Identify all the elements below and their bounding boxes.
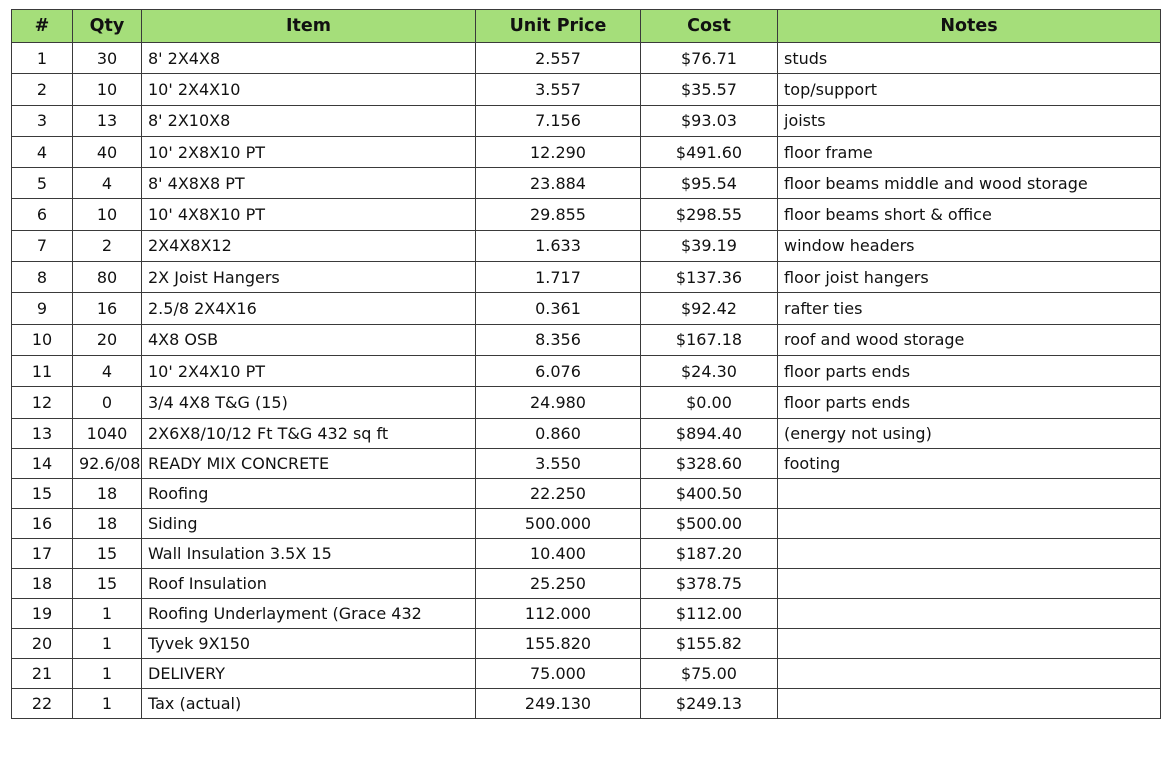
cell-cost: $0.00 [641, 387, 778, 418]
table-body [12, 43, 1161, 719]
cell-notes: top/support [778, 74, 1161, 105]
cell-number: 8 [12, 262, 73, 293]
cell-qty: 92.6/08 [73, 448, 142, 478]
cell-number: 6 [12, 199, 73, 230]
cell-item: Roofing Underlayment (Grace 432 [142, 598, 476, 628]
table-row [12, 418, 1161, 448]
cell-item: 10' 2X8X10 PT [142, 136, 476, 167]
cell-number: 4 [12, 136, 73, 167]
cell-unit-price: 1.633 [476, 230, 641, 261]
cell-item: 8' 4X8X8 PT [142, 168, 476, 199]
cell-qty: 15 [73, 538, 142, 568]
table-row [12, 262, 1161, 293]
cell-unit-price: 155.820 [476, 628, 641, 658]
cell-cost: $298.55 [641, 199, 778, 230]
cell-notes: studs [778, 43, 1161, 74]
cell-cost: $35.57 [641, 74, 778, 105]
cell-notes [778, 538, 1161, 568]
header-notes: Notes [778, 10, 1161, 43]
cell-item: 2.5/8 2X4X16 [142, 293, 476, 324]
cell-cost: $491.60 [641, 136, 778, 167]
cell-notes: roof and wood storage [778, 324, 1161, 355]
cell-number: 21 [12, 658, 73, 688]
table-row [12, 105, 1161, 136]
cell-number: 22 [12, 688, 73, 718]
cell-unit-price: 249.130 [476, 688, 641, 718]
table-row [12, 508, 1161, 538]
cell-cost: $249.13 [641, 688, 778, 718]
table-row [12, 230, 1161, 261]
cell-number: 1 [12, 43, 73, 74]
cell-number: 18 [12, 568, 73, 598]
cell-number: 9 [12, 293, 73, 324]
cell-unit-price: 22.250 [476, 478, 641, 508]
cell-item: 10' 2X4X10 [142, 74, 476, 105]
cell-qty: 1 [73, 598, 142, 628]
cell-qty: 10 [73, 74, 142, 105]
cell-item: 4X8 OSB [142, 324, 476, 355]
cell-notes: floor parts ends [778, 387, 1161, 418]
cell-cost: $155.82 [641, 628, 778, 658]
cell-unit-price: 3.557 [476, 74, 641, 105]
cell-notes: floor beams middle and wood storage [778, 168, 1161, 199]
table-row [12, 478, 1161, 508]
cell-item: 3/4 4X8 T&G (15) [142, 387, 476, 418]
cell-unit-price: 25.250 [476, 568, 641, 598]
table-row [12, 688, 1161, 718]
cell-item: 10' 2X4X10 PT [142, 355, 476, 386]
table-row [12, 598, 1161, 628]
cell-number: 17 [12, 538, 73, 568]
cell-number: 14 [12, 448, 73, 478]
table-row [12, 658, 1161, 688]
cell-unit-price: 10.400 [476, 538, 641, 568]
table-row [12, 168, 1161, 199]
cell-notes [778, 658, 1161, 688]
cell-item: 2X Joist Hangers [142, 262, 476, 293]
cell-cost: $378.75 [641, 568, 778, 598]
cell-number: 7 [12, 230, 73, 261]
cell-unit-price: 500.000 [476, 508, 641, 538]
cell-number: 16 [12, 508, 73, 538]
cell-item: Wall Insulation 3.5X 15 [142, 538, 476, 568]
cell-notes: footing [778, 448, 1161, 478]
cell-item: Siding [142, 508, 476, 538]
cell-qty: 40 [73, 136, 142, 167]
table-row [12, 628, 1161, 658]
header-qty: Qty [73, 10, 142, 43]
cell-unit-price: 6.076 [476, 355, 641, 386]
cell-qty: 18 [73, 508, 142, 538]
cell-unit-price: 0.860 [476, 418, 641, 448]
cell-notes: rafter ties [778, 293, 1161, 324]
cell-notes [778, 508, 1161, 538]
cell-cost: $95.54 [641, 168, 778, 199]
cell-cost: $75.00 [641, 658, 778, 688]
cell-unit-price: 23.884 [476, 168, 641, 199]
table-row [12, 136, 1161, 167]
cell-unit-price: 8.356 [476, 324, 641, 355]
cell-cost: $187.20 [641, 538, 778, 568]
cell-qty: 16 [73, 293, 142, 324]
cell-number: 11 [12, 355, 73, 386]
header-item: Item [142, 10, 476, 43]
table-row [12, 324, 1161, 355]
table-row [12, 568, 1161, 598]
table-row [12, 387, 1161, 418]
cell-number: 12 [12, 387, 73, 418]
table-row [12, 355, 1161, 386]
header-row [12, 10, 1161, 43]
cell-qty: 1 [73, 688, 142, 718]
cell-qty: 1 [73, 658, 142, 688]
header-cost: Cost [641, 10, 778, 43]
cell-notes: floor joist hangers [778, 262, 1161, 293]
cell-item: 10' 4X8X10 PT [142, 199, 476, 230]
cell-qty: 4 [73, 168, 142, 199]
cell-item: Tyvek 9X150 [142, 628, 476, 658]
cell-item: Tax (actual) [142, 688, 476, 718]
cell-notes: joists [778, 105, 1161, 136]
header-unit-price: Unit Price [476, 10, 641, 43]
cell-unit-price: 7.156 [476, 105, 641, 136]
cell-unit-price: 75.000 [476, 658, 641, 688]
cell-unit-price: 29.855 [476, 199, 641, 230]
cell-notes [778, 478, 1161, 508]
cell-qty: 20 [73, 324, 142, 355]
cell-unit-price: 12.290 [476, 136, 641, 167]
cell-cost: $328.60 [641, 448, 778, 478]
cell-unit-price: 0.361 [476, 293, 641, 324]
cell-item: 2X4X8X12 [142, 230, 476, 261]
cell-cost: $894.40 [641, 418, 778, 448]
cell-unit-price: 24.980 [476, 387, 641, 418]
cell-notes [778, 598, 1161, 628]
cell-notes [778, 628, 1161, 658]
cell-qty: 0 [73, 387, 142, 418]
cell-cost: $76.71 [641, 43, 778, 74]
cell-item: 8' 2X10X8 [142, 105, 476, 136]
cell-qty: 1040 [73, 418, 142, 448]
cell-notes [778, 688, 1161, 718]
table-row [12, 538, 1161, 568]
cell-unit-price: 3.550 [476, 448, 641, 478]
cell-cost: $92.42 [641, 293, 778, 324]
cell-qty: 10 [73, 199, 142, 230]
cell-qty: 4 [73, 355, 142, 386]
cell-item: DELIVERY [142, 658, 476, 688]
cell-cost: $93.03 [641, 105, 778, 136]
cell-qty: 30 [73, 43, 142, 74]
cell-cost: $500.00 [641, 508, 778, 538]
cell-notes: (energy not using) [778, 418, 1161, 448]
cell-number: 13 [12, 418, 73, 448]
cell-notes: floor parts ends [778, 355, 1161, 386]
cell-cost: $137.36 [641, 262, 778, 293]
cell-number: 19 [12, 598, 73, 628]
cell-item: 2X6X8/10/12 Ft T&G 432 sq ft [142, 418, 476, 448]
cell-notes [778, 568, 1161, 598]
cell-qty: 15 [73, 568, 142, 598]
cell-notes: floor frame [778, 136, 1161, 167]
cell-unit-price: 2.557 [476, 43, 641, 74]
table-row [12, 199, 1161, 230]
cell-cost: $400.50 [641, 478, 778, 508]
table-row [12, 448, 1161, 478]
cell-cost: $24.30 [641, 355, 778, 386]
cell-item: READY MIX CONCRETE [142, 448, 476, 478]
cell-unit-price: 112.000 [476, 598, 641, 628]
table-row [12, 74, 1161, 105]
cell-number: 2 [12, 74, 73, 105]
cell-unit-price: 1.717 [476, 262, 641, 293]
cell-number: 20 [12, 628, 73, 658]
cell-number: 15 [12, 478, 73, 508]
table-row [12, 43, 1161, 74]
cell-item: Roofing [142, 478, 476, 508]
table-row [12, 293, 1161, 324]
cell-number: 10 [12, 324, 73, 355]
cell-item: Roof Insulation [142, 568, 476, 598]
cell-cost: $39.19 [641, 230, 778, 261]
cell-number: 5 [12, 168, 73, 199]
cell-item: 8' 2X4X8 [142, 43, 476, 74]
cell-qty: 18 [73, 478, 142, 508]
materials-cost-table [11, 9, 1161, 719]
cell-number: 3 [12, 105, 73, 136]
cell-qty: 2 [73, 230, 142, 261]
header-number: # [12, 10, 73, 43]
cell-notes: window headers [778, 230, 1161, 261]
cell-qty: 80 [73, 262, 142, 293]
cell-cost: $167.18 [641, 324, 778, 355]
table-header [12, 10, 1161, 43]
cell-qty: 1 [73, 628, 142, 658]
cell-cost: $112.00 [641, 598, 778, 628]
cell-notes: floor beams short & office [778, 199, 1161, 230]
cell-qty: 13 [73, 105, 142, 136]
